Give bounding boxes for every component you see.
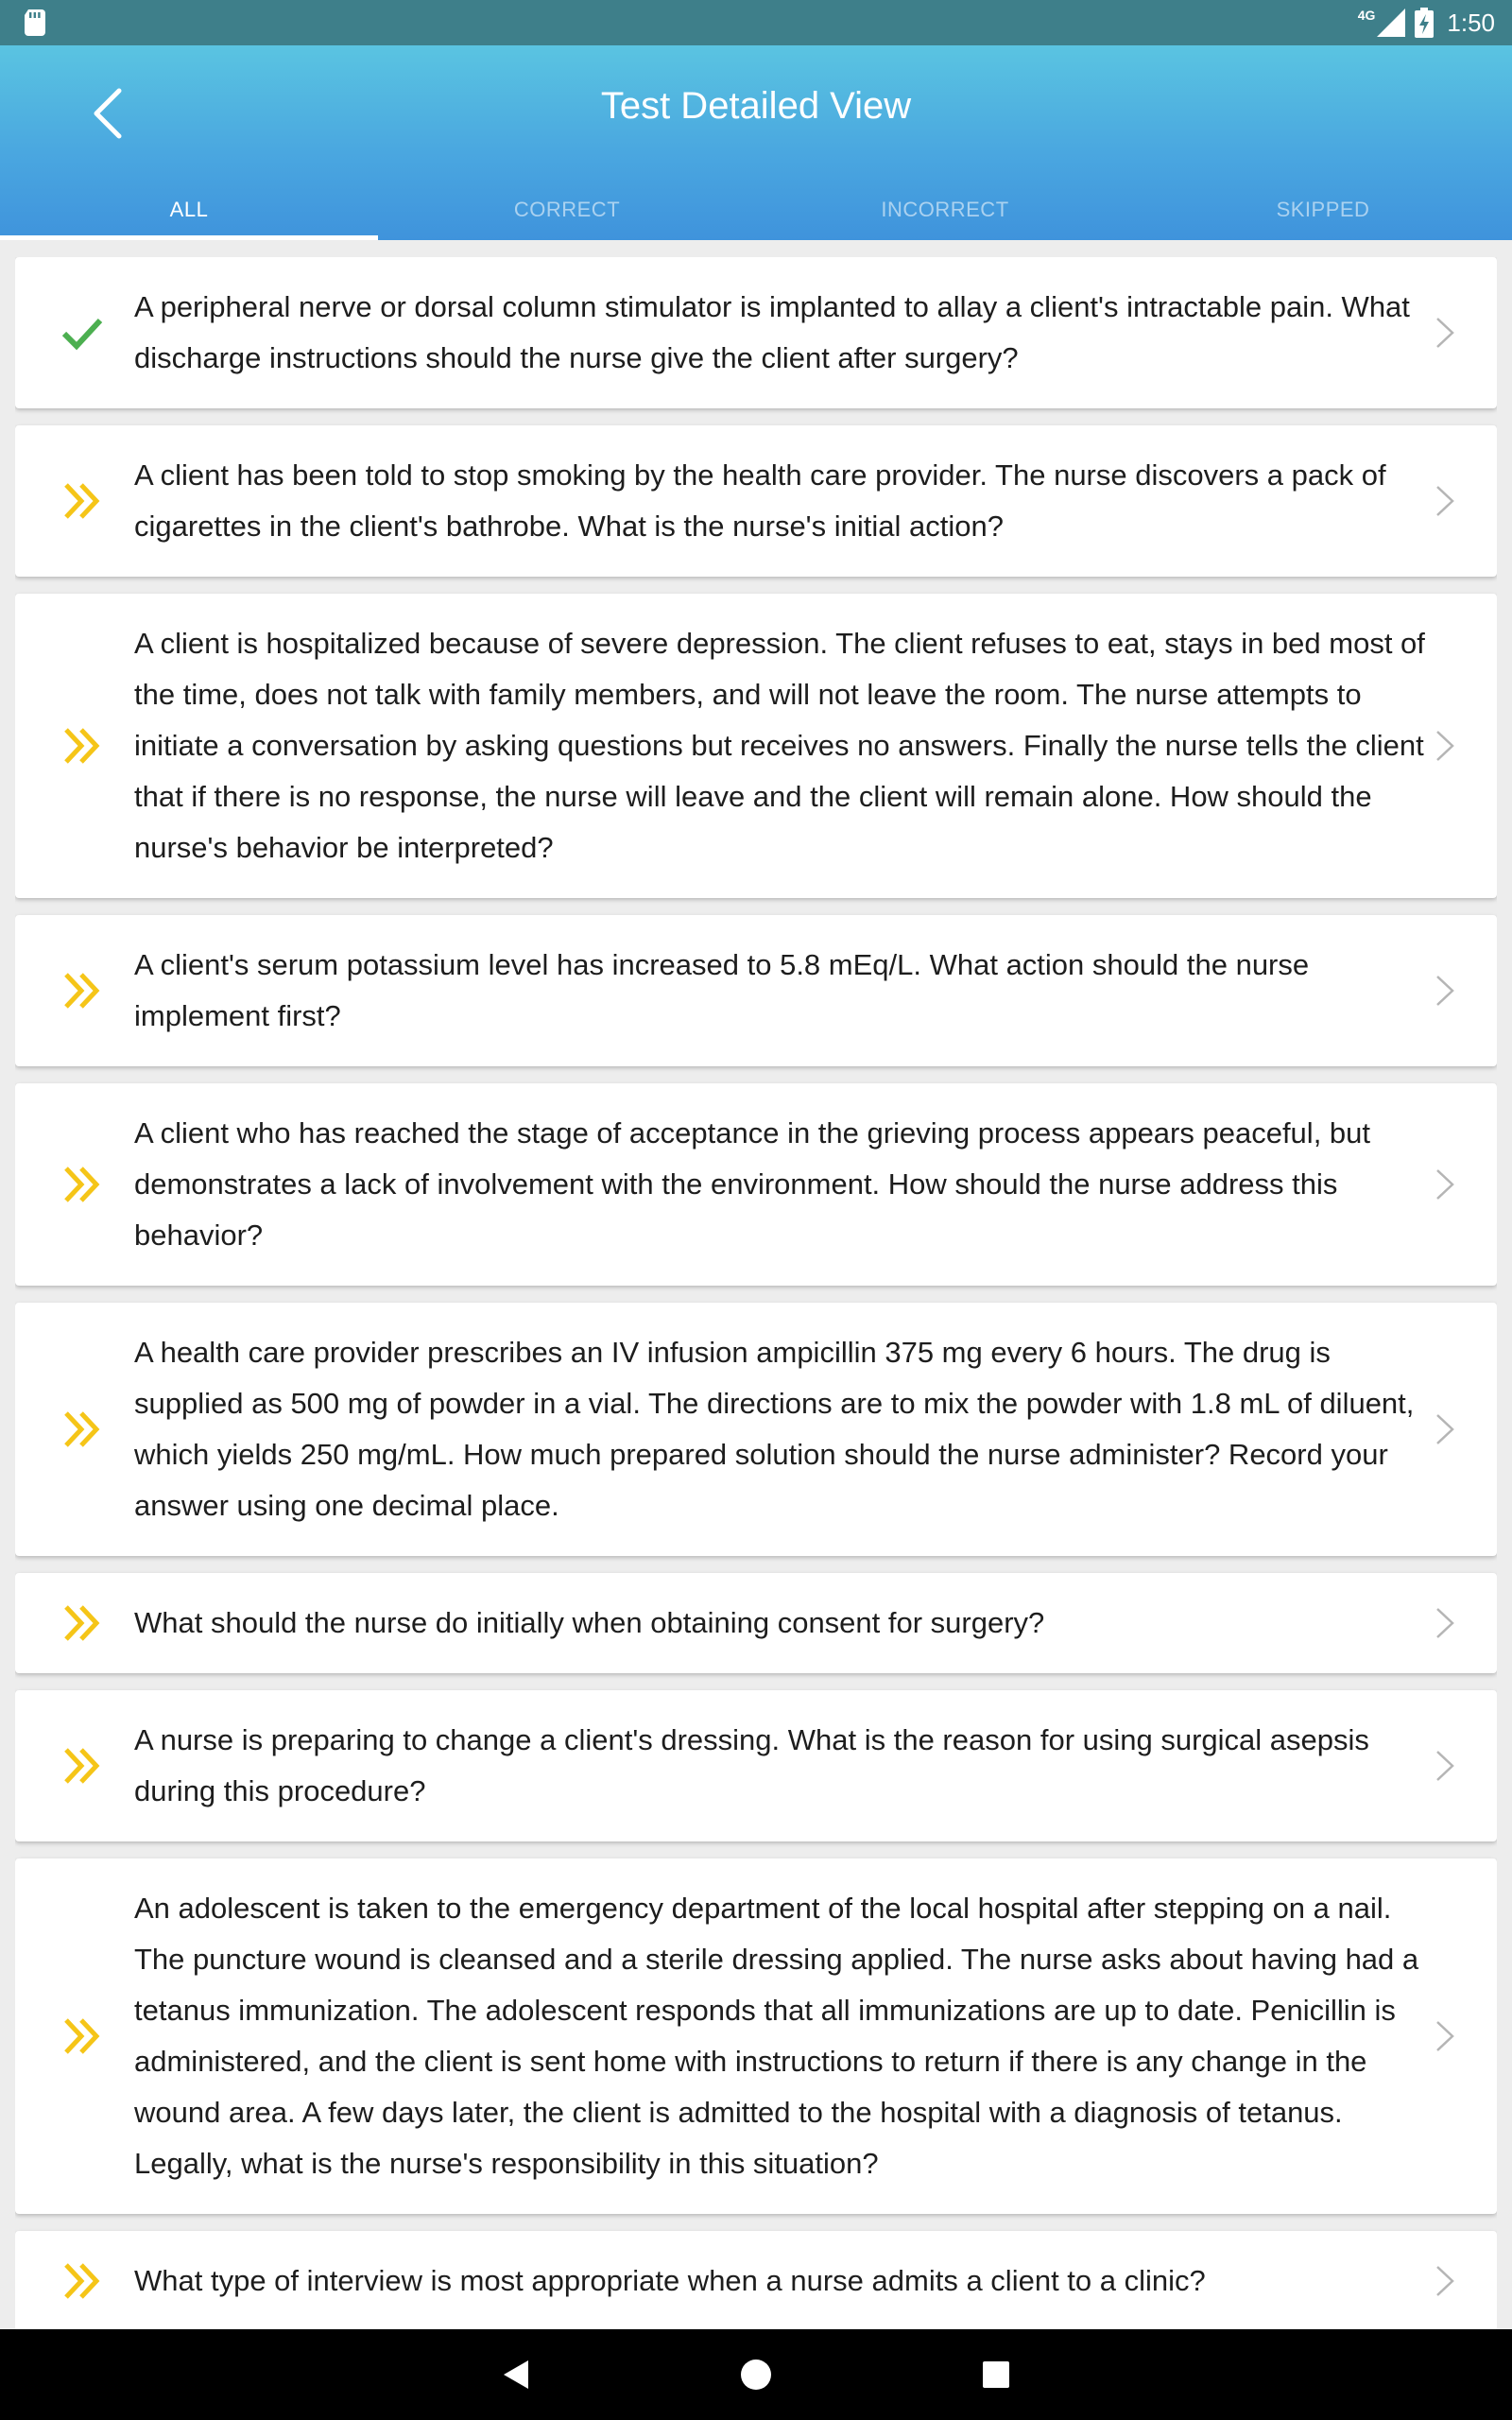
double-chevron-icon bbox=[60, 969, 104, 1012]
question-text: A client has been told to stop smoking by the health care provider. The nurse discovers a pack of cigarettes in the client's bathrobe. What is the nurse's initial action? bbox=[134, 458, 1386, 543]
battery-charging-icon bbox=[1415, 8, 1434, 38]
chevron-right-icon bbox=[1435, 2264, 1455, 2298]
question-text: A nurse is preparing to change a client's dressing. What is the reason for using surgical asepsis during this procedure? bbox=[134, 1723, 1369, 1807]
nav-recents-icon bbox=[982, 2360, 1010, 2389]
signal-icon bbox=[1377, 9, 1405, 37]
tab-all[interactable]: ALL bbox=[0, 180, 378, 240]
chevron-right-icon bbox=[1435, 1412, 1455, 1446]
check-icon bbox=[60, 311, 104, 354]
question-text: A client who has reached the stage of acceptance in the grieving process appears peaceful, but demonstrates a lack of involvement with the environment. How should the nurse address this behavior? bbox=[134, 1116, 1371, 1252]
question-card[interactable] bbox=[15, 594, 1497, 898]
question-text: A client is hospitalized because of severe depression. The client refuses to eat, stays in bed most of the time, does not talk with family members, and will not leave the room. The nurse attempts to initiate a conversation by asking questions but receives no answers. Finally the nurse tells the client that if there is no response, the nurse will leave and the client will remain alone. How should the nurse's behavior be interpreted? bbox=[134, 627, 1425, 864]
page-title: Test Detailed View bbox=[600, 85, 912, 127]
double-chevron-icon bbox=[60, 479, 104, 523]
double-chevron-icon bbox=[60, 1601, 104, 1645]
double-chevron-icon bbox=[60, 1744, 104, 1788]
nav-recents-button[interactable] bbox=[939, 2329, 1053, 2420]
double-chevron-icon bbox=[60, 1163, 104, 1206]
question-text: A peripheral nerve or dorsal column stimulator is implanted to allay a client's intractable pain. What discharge instructions should the nurse give the client after surgery? bbox=[134, 290, 1410, 374]
question-list bbox=[15, 257, 1497, 2329]
tab-skipped[interactable]: SKIPPED bbox=[1276, 198, 1370, 221]
tab-incorrect[interactable]: INCORRECT bbox=[881, 198, 1009, 221]
question-card[interactable] bbox=[15, 1858, 1497, 2214]
chevron-right-icon bbox=[1435, 729, 1455, 763]
nav-home-icon bbox=[740, 2359, 772, 2391]
question-card[interactable] bbox=[15, 915, 1497, 1066]
app-header bbox=[0, 45, 1512, 240]
double-chevron-icon bbox=[60, 1408, 104, 1451]
question-card[interactable] bbox=[15, 257, 1497, 408]
nav-home-button[interactable] bbox=[699, 2329, 813, 2420]
nav-back-button[interactable] bbox=[459, 2329, 573, 2420]
tab-bar bbox=[0, 180, 1512, 240]
chevron-right-icon bbox=[1435, 484, 1455, 518]
status-bar bbox=[0, 0, 1512, 45]
question-text: What type of interview is most appropriate when a nurse admits a client to a clinic? bbox=[134, 2264, 1206, 2297]
sd-card-icon bbox=[25, 9, 45, 36]
nav-back-icon bbox=[502, 2359, 530, 2391]
question-card[interactable] bbox=[15, 2231, 1497, 2329]
chevron-right-icon bbox=[1435, 1167, 1455, 1201]
question-text: A health care provider prescribes an IV infusion ampicillin 375 mg every 6 hours. The drug is supplied as 500 mg of powder in a vial. The directions are to mix the powder with 1.8 mL of diluent, which yields 250 mg/mL. How much prepared solution should the nurse administer? Record your answer using one decimal place. bbox=[134, 1336, 1415, 1522]
chevron-right-icon bbox=[1435, 316, 1455, 350]
double-chevron-icon bbox=[60, 724, 104, 768]
chevron-right-icon bbox=[1435, 974, 1455, 1008]
network-type: 4G bbox=[1357, 8, 1376, 23]
question-text: A client's serum potassium level has increased to 5.8 mEq/L. What action should the nurse implement first? bbox=[134, 948, 1310, 1032]
question-card[interactable] bbox=[15, 1690, 1497, 1841]
question-card[interactable] bbox=[15, 1573, 1497, 1673]
question-card[interactable] bbox=[15, 425, 1497, 577]
question-card[interactable] bbox=[15, 1083, 1497, 1286]
question-card[interactable] bbox=[15, 1303, 1497, 1556]
question-text: An adolescent is taken to the emergency department of the local hospital after stepping on a nail. The puncture wound is cleansed and a sterile dressing applied. The nurse asks about having had a tetanus immunization. The adolescent responds that all immunizations are up to date. Penicillin is administered, and the client is sent home with instructions to return if there is any change in the wound area. A few days later, the client is admitted to the hospital with a diagnosis of tetanus. Legally, what is the nurse's responsibility in this situation? bbox=[134, 1892, 1419, 2180]
chevron-right-icon bbox=[1435, 1606, 1455, 1640]
question-text: What should the nurse do initially when obtaining consent for surgery? bbox=[134, 1606, 1045, 1639]
chevron-right-icon bbox=[1435, 1749, 1455, 1783]
navigation-bar bbox=[0, 2329, 1512, 2420]
double-chevron-icon bbox=[60, 2014, 104, 2058]
clock: 1:50 bbox=[1447, 8, 1495, 37]
double-chevron-icon bbox=[60, 2259, 104, 2303]
chevron-right-icon bbox=[1435, 2019, 1455, 2053]
tab-correct[interactable]: CORRECT bbox=[513, 198, 621, 221]
